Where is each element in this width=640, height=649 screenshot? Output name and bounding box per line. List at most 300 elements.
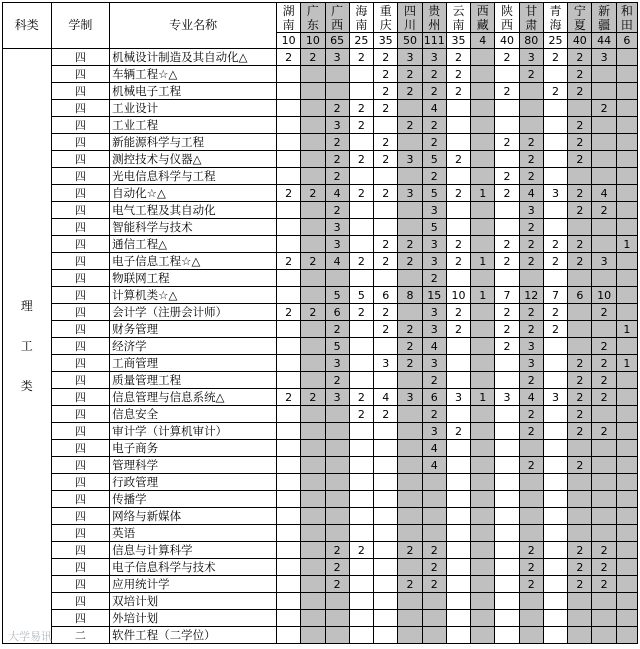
quota-cell xyxy=(446,100,470,117)
quota-cell xyxy=(543,542,567,559)
quota-cell xyxy=(446,406,470,423)
quota-cell xyxy=(568,491,592,508)
quota-cell xyxy=(471,542,495,559)
quota-cell xyxy=(325,474,349,491)
quota-cell xyxy=(616,559,637,576)
province-quota: 4 xyxy=(471,33,495,49)
quota-cell xyxy=(446,270,470,287)
quota-cell: 2 xyxy=(592,338,616,355)
province-name-char: 贵 xyxy=(428,4,441,18)
province-name-char: 南 xyxy=(282,18,295,32)
duration-cell: 四 xyxy=(51,525,110,542)
quota-cell xyxy=(446,457,470,474)
quota-cell xyxy=(471,474,495,491)
quota-cell xyxy=(568,270,592,287)
quota-cell: 3 xyxy=(398,151,422,168)
quota-cell xyxy=(446,117,470,134)
quota-cell xyxy=(277,236,301,253)
quota-cell xyxy=(277,525,301,542)
quota-cell: 3 xyxy=(592,49,616,66)
quota-cell xyxy=(616,474,637,491)
quota-cell: 2 xyxy=(325,576,349,593)
duration-cell: 四 xyxy=(51,406,110,423)
quota-cell xyxy=(422,491,446,508)
quota-cell xyxy=(495,151,519,168)
table-body xyxy=(3,49,638,644)
duration-cell: 四 xyxy=(51,270,110,287)
quota-cell xyxy=(446,525,470,542)
table-row xyxy=(3,338,638,355)
quota-cell xyxy=(446,202,470,219)
quota-cell: 2 xyxy=(519,66,543,83)
quota-cell xyxy=(277,134,301,151)
major-name-cell: 传播学 xyxy=(110,491,277,508)
quota-cell: 2 xyxy=(349,151,373,168)
quota-cell xyxy=(398,168,422,185)
quota-cell xyxy=(543,406,567,423)
quota-cell: 2 xyxy=(568,236,592,253)
quota-cell: 2 xyxy=(592,355,616,372)
quota-cell xyxy=(349,321,373,338)
quota-cell xyxy=(301,117,325,134)
quota-cell xyxy=(616,83,637,100)
quota-cell xyxy=(277,66,301,83)
quota-cell: 3 xyxy=(422,236,446,253)
quota-cell xyxy=(471,508,495,525)
quota-cell: 2 xyxy=(519,168,543,185)
quota-cell xyxy=(349,576,373,593)
quota-cell xyxy=(398,134,422,151)
quota-cell xyxy=(616,593,637,610)
quota-cell: 2 xyxy=(277,49,301,66)
quota-cell: 2 xyxy=(422,270,446,287)
quota-cell xyxy=(446,355,470,372)
quota-cell xyxy=(398,457,422,474)
quota-cell xyxy=(374,525,398,542)
quota-cell xyxy=(349,372,373,389)
quota-cell xyxy=(568,610,592,627)
quota-cell xyxy=(592,236,616,253)
duration-cell: 四 xyxy=(51,253,110,270)
quota-cell: 4 xyxy=(519,389,543,406)
quota-cell xyxy=(277,338,301,355)
major-name-cell: 会计学（注册会计师） xyxy=(110,304,277,321)
quota-cell xyxy=(471,202,495,219)
quota-cell xyxy=(446,610,470,627)
quota-cell: 5 xyxy=(325,338,349,355)
quota-cell xyxy=(349,593,373,610)
province-name-char: 广 xyxy=(306,4,319,18)
quota-cell xyxy=(592,627,616,644)
quota-cell xyxy=(616,440,637,457)
province-name-char: 广 xyxy=(331,4,344,18)
quota-cell: 3 xyxy=(543,389,567,406)
quota-cell: 2 xyxy=(398,83,422,100)
quota-cell xyxy=(543,117,567,134)
quota-cell: 2 xyxy=(519,236,543,253)
quota-cell xyxy=(301,134,325,151)
quota-cell xyxy=(495,406,519,423)
quota-cell: 6 xyxy=(422,389,446,406)
quota-cell xyxy=(471,627,495,644)
quota-cell xyxy=(349,219,373,236)
quota-cell: 5 xyxy=(422,151,446,168)
province-name-char: 田 xyxy=(620,18,633,32)
major-name-cell: 信息安全 xyxy=(110,406,277,423)
quota-cell: 2 xyxy=(301,304,325,321)
quota-cell: 3 xyxy=(422,253,446,270)
quota-cell: 3 xyxy=(422,321,446,338)
quota-cell xyxy=(325,491,349,508)
quota-cell xyxy=(471,440,495,457)
quota-cell xyxy=(616,525,637,542)
major-name-cell: 信息管理与信息系统△ xyxy=(110,389,277,406)
quota-cell xyxy=(616,542,637,559)
quota-cell: 2 xyxy=(446,321,470,338)
quota-cell xyxy=(543,627,567,644)
quota-cell xyxy=(398,372,422,389)
quota-cell: 2 xyxy=(568,83,592,100)
province-header xyxy=(495,3,519,33)
major-name-cell: 电子信息科学与技术 xyxy=(110,559,277,576)
quota-cell: 1 xyxy=(471,287,495,304)
province-header xyxy=(592,3,616,33)
quota-cell xyxy=(301,270,325,287)
quota-cell: 2 xyxy=(519,253,543,270)
quota-cell xyxy=(325,83,349,100)
quota-cell: 2 xyxy=(519,406,543,423)
quota-cell: 2 xyxy=(446,83,470,100)
quota-cell xyxy=(471,270,495,287)
major-name-cell: 机械电子工程 xyxy=(110,83,277,100)
province-header xyxy=(422,3,446,33)
quota-cell: 2 xyxy=(349,253,373,270)
quota-cell: 2 xyxy=(374,185,398,202)
quota-cell: 3 xyxy=(422,49,446,66)
quota-cell: 2 xyxy=(568,202,592,219)
quota-cell: 4 xyxy=(325,185,349,202)
quota-cell xyxy=(568,100,592,117)
quota-cell: 2 xyxy=(325,321,349,338)
quota-cell xyxy=(543,508,567,525)
quota-cell xyxy=(592,66,616,83)
quota-cell xyxy=(422,525,446,542)
quota-cell: 2 xyxy=(325,151,349,168)
quota-cell xyxy=(471,117,495,134)
table-row xyxy=(3,100,638,117)
quota-cell: 2 xyxy=(446,236,470,253)
quota-cell xyxy=(543,219,567,236)
quota-cell xyxy=(471,576,495,593)
quota-cell xyxy=(543,474,567,491)
province-header xyxy=(349,3,373,33)
quota-cell xyxy=(301,610,325,627)
duration-cell: 四 xyxy=(51,389,110,406)
quota-cell xyxy=(301,627,325,644)
quota-cell: 2 xyxy=(495,185,519,202)
quota-cell xyxy=(374,576,398,593)
duration-cell: 四 xyxy=(51,372,110,389)
major-name-cell: 通信工程△ xyxy=(110,236,277,253)
quota-cell xyxy=(349,236,373,253)
major-name-cell: 工商管理 xyxy=(110,355,277,372)
quota-cell xyxy=(277,100,301,117)
quota-cell xyxy=(374,372,398,389)
province-name-char: 云 xyxy=(452,4,465,18)
quota-cell xyxy=(471,83,495,100)
quota-cell xyxy=(495,559,519,576)
quota-cell xyxy=(495,491,519,508)
quota-cell: 1 xyxy=(471,253,495,270)
quota-cell xyxy=(374,117,398,134)
quota-cell xyxy=(398,559,422,576)
quota-cell xyxy=(568,168,592,185)
table-row xyxy=(3,66,638,83)
quota-cell: 2 xyxy=(374,253,398,270)
quota-cell: 3 xyxy=(422,423,446,440)
quota-cell: 2 xyxy=(374,134,398,151)
quota-cell xyxy=(277,355,301,372)
quota-cell xyxy=(616,219,637,236)
quota-cell xyxy=(349,338,373,355)
quota-cell: 2 xyxy=(325,542,349,559)
quota-cell xyxy=(568,508,592,525)
duration-cell: 四 xyxy=(51,457,110,474)
quota-cell: 2 xyxy=(374,406,398,423)
quota-cell: 3 xyxy=(495,389,519,406)
quota-cell xyxy=(349,168,373,185)
quota-cell: 2 xyxy=(422,83,446,100)
quota-cell xyxy=(446,627,470,644)
quota-cell: 4 xyxy=(374,389,398,406)
quota-cell: 2 xyxy=(495,236,519,253)
quota-cell xyxy=(398,593,422,610)
duration-cell: 四 xyxy=(51,321,110,338)
table-row xyxy=(3,610,638,627)
quota-cell xyxy=(349,627,373,644)
province-header xyxy=(519,3,543,33)
quota-cell xyxy=(616,270,637,287)
quota-cell: 2 xyxy=(325,372,349,389)
quota-cell xyxy=(301,202,325,219)
duration-cell: 四 xyxy=(51,49,110,66)
quota-cell xyxy=(374,457,398,474)
quota-cell: 2 xyxy=(325,168,349,185)
quota-cell xyxy=(349,440,373,457)
province-quota: 40 xyxy=(568,33,592,49)
quota-cell xyxy=(519,525,543,542)
quota-cell xyxy=(325,593,349,610)
quota-cell xyxy=(325,440,349,457)
province-name-char: 庆 xyxy=(379,18,392,32)
province-header xyxy=(543,3,567,33)
quota-cell xyxy=(277,440,301,457)
quota-cell xyxy=(398,440,422,457)
quota-cell: 2 xyxy=(568,66,592,83)
quota-cell: 3 xyxy=(325,117,349,134)
quota-cell: 10 xyxy=(446,287,470,304)
quota-cell xyxy=(592,134,616,151)
province-name-char: 川 xyxy=(403,18,416,32)
duration-cell: 四 xyxy=(51,236,110,253)
quota-cell xyxy=(592,593,616,610)
quota-cell xyxy=(495,270,519,287)
quota-cell xyxy=(398,423,422,440)
quota-cell: 2 xyxy=(446,253,470,270)
quota-cell: 2 xyxy=(519,134,543,151)
quota-cell: 2 xyxy=(519,576,543,593)
quota-cell: 2 xyxy=(495,168,519,185)
quota-cell xyxy=(495,627,519,644)
quota-cell xyxy=(495,372,519,389)
quota-cell: 2 xyxy=(519,219,543,236)
major-name-cell: 应用统计学 xyxy=(110,576,277,593)
quota-cell: 2 xyxy=(398,236,422,253)
quota-cell xyxy=(301,287,325,304)
quota-cell: 2 xyxy=(495,49,519,66)
quota-cell: 2 xyxy=(422,542,446,559)
major-name-cell: 机械设计制造及其自动化△ xyxy=(110,49,277,66)
province-header xyxy=(374,3,398,33)
quota-cell: 2 xyxy=(325,134,349,151)
quota-cell xyxy=(471,355,495,372)
province-header xyxy=(471,3,495,33)
quota-cell: 2 xyxy=(277,389,301,406)
major-name-cell: 车辆工程☆△ xyxy=(110,66,277,83)
province-quota: 10 xyxy=(277,33,301,49)
quota-cell xyxy=(471,66,495,83)
duration-cell: 四 xyxy=(51,491,110,508)
quota-cell xyxy=(543,559,567,576)
quota-cell xyxy=(592,474,616,491)
quota-cell: 12 xyxy=(519,287,543,304)
quota-cell xyxy=(543,457,567,474)
quota-cell: 2 xyxy=(568,117,592,134)
quota-cell xyxy=(374,474,398,491)
quota-cell xyxy=(592,151,616,168)
quota-cell xyxy=(301,457,325,474)
quota-cell: 15 xyxy=(422,287,446,304)
quota-cell: 2 xyxy=(592,389,616,406)
province-header xyxy=(301,3,325,33)
quota-cell xyxy=(277,406,301,423)
quota-cell: 10 xyxy=(592,287,616,304)
duration-cell: 四 xyxy=(51,66,110,83)
quota-cell: 2 xyxy=(349,49,373,66)
quota-cell: 2 xyxy=(519,457,543,474)
quota-cell xyxy=(277,321,301,338)
duration-cell: 四 xyxy=(51,202,110,219)
table-row xyxy=(3,304,638,321)
quota-cell xyxy=(616,117,637,134)
province-name-char: 陕 xyxy=(501,4,514,18)
province-quota: 35 xyxy=(446,33,470,49)
quota-cell: 2 xyxy=(543,83,567,100)
quota-cell: 2 xyxy=(277,185,301,202)
quota-cell: 2 xyxy=(592,372,616,389)
quota-cell xyxy=(301,219,325,236)
table-row xyxy=(3,491,638,508)
province-name-char: 甘 xyxy=(525,4,538,18)
quota-cell: 2 xyxy=(422,559,446,576)
quota-cell xyxy=(616,100,637,117)
duration-cell: 四 xyxy=(51,117,110,134)
table-row xyxy=(3,151,638,168)
quota-cell xyxy=(519,610,543,627)
province-name-char: 藏 xyxy=(476,18,489,32)
quota-cell xyxy=(519,474,543,491)
quota-cell xyxy=(277,202,301,219)
quota-cell xyxy=(495,440,519,457)
duration-cell: 四 xyxy=(51,440,110,457)
quota-cell xyxy=(495,202,519,219)
quota-cell xyxy=(422,593,446,610)
quota-cell: 2 xyxy=(422,134,446,151)
quota-cell: 2 xyxy=(568,372,592,389)
quota-cell: 2 xyxy=(495,253,519,270)
quota-cell xyxy=(519,440,543,457)
quota-cell xyxy=(471,525,495,542)
province-name-char: 宁 xyxy=(573,4,586,18)
quota-cell xyxy=(543,440,567,457)
quota-cell xyxy=(374,610,398,627)
major-name-cell: 电子商务 xyxy=(110,440,277,457)
quota-cell xyxy=(543,372,567,389)
quota-cell xyxy=(301,355,325,372)
header-row xyxy=(3,3,638,33)
quota-cell: 3 xyxy=(325,355,349,372)
category-header: 科类 xyxy=(3,3,52,49)
quota-cell xyxy=(543,525,567,542)
province-name-char: 疆 xyxy=(598,18,611,32)
duration-cell: 四 xyxy=(51,219,110,236)
quota-cell: 2 xyxy=(568,559,592,576)
quota-cell: 2 xyxy=(374,100,398,117)
quota-cell xyxy=(349,610,373,627)
quota-cell xyxy=(592,83,616,100)
quota-cell: 3 xyxy=(422,304,446,321)
quota-cell xyxy=(398,474,422,491)
province-quota: 40 xyxy=(495,33,519,49)
quota-cell: 2 xyxy=(422,168,446,185)
table-row xyxy=(3,559,638,576)
quota-cell: 5 xyxy=(349,287,373,304)
quota-cell xyxy=(301,559,325,576)
quota-cell: 2 xyxy=(349,406,373,423)
major-name-cell: 电气工程及其自动化 xyxy=(110,202,277,219)
major-name-cell: 信息与计算科学 xyxy=(110,542,277,559)
major-header: 专业名称 xyxy=(110,3,277,49)
quota-cell: 2 xyxy=(349,304,373,321)
quota-cell: 2 xyxy=(495,304,519,321)
quota-cell xyxy=(616,185,637,202)
quota-cell xyxy=(519,627,543,644)
quota-cell: 6 xyxy=(374,287,398,304)
quota-cell xyxy=(398,491,422,508)
quota-cell xyxy=(398,100,422,117)
quota-cell xyxy=(374,491,398,508)
table-row xyxy=(3,49,638,66)
major-name-cell: 光电信息科学与工程 xyxy=(110,168,277,185)
quota-cell xyxy=(543,491,567,508)
major-name-cell: 软件工程（二学位） xyxy=(110,627,277,644)
quota-cell xyxy=(471,304,495,321)
quota-cell xyxy=(301,440,325,457)
quota-cell: 2 xyxy=(446,151,470,168)
quota-cell: 2 xyxy=(349,185,373,202)
table-row xyxy=(3,287,638,304)
quota-cell xyxy=(374,542,398,559)
